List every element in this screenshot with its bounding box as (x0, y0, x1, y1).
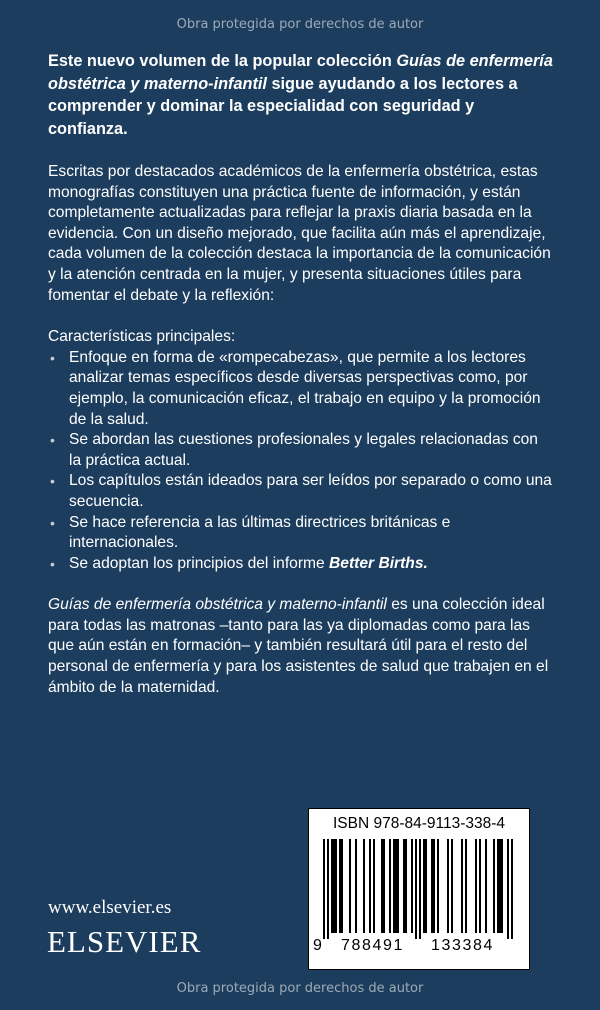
barcode-bar (373, 839, 375, 933)
intro-paragraph (48, 50, 553, 140)
barcode-bar (369, 839, 371, 933)
barcode-digits-left: 788491 (341, 937, 404, 954)
barcode-bar (493, 839, 495, 933)
barcode-bar (333, 839, 335, 933)
barcode-bar (335, 839, 337, 933)
report-title: Better Births. (329, 554, 428, 572)
feature-item: • Enfoque en forma de «rompecabezas», que permite a los lectores analizar temas específicos desde diversas perspectivas como, por ejemplo, la comunicación eficaz, el trabajo en equipo y la promoción de la salud. (50, 348, 541, 428)
description-paragraph: Escritas por destacados académicos de la enfermería obstétrica, estas monografías constituyen una práctica fuente de información, y están completamente actualizadas para reflejar la praxis diaria basada en la evidencia. Con un diseño mejorado, que facilita aún más el aprendizaje, cada volumen de la colección destaca la importancia de la comunicación y la atención centrada en la mujer, y presenta situaciones útiles para fomentar el debate y la reflexión: (48, 163, 551, 304)
barcode-bar (465, 839, 467, 933)
bullet-icon: • (50, 514, 55, 531)
barcode-bar (397, 839, 399, 933)
barcode-bar (405, 839, 407, 933)
bullet-icon: • (50, 349, 55, 366)
closing-paragraph: Guías de enfermería obstétrica y materno-infantil es una colección ideal para todas las matronas –tanto para las ya diplomadas como para las que aún están en formación– y también resultará útil para el resto del personal de enfermería y para los asistentes de salud que trabajen en el ámbito de la maternidad. (48, 596, 549, 696)
features-list (48, 348, 553, 575)
barcode-digits-right: 133384 (431, 937, 494, 954)
barcode-bar (437, 839, 439, 933)
barcode-bar (423, 839, 425, 933)
barcode-bar (485, 839, 487, 933)
barcode-bar (355, 839, 357, 933)
barcode-bar (415, 839, 417, 939)
barcode-bar (327, 839, 329, 939)
barcode-bar (331, 839, 333, 933)
barcode-bar (431, 839, 433, 933)
barcode-bar (383, 839, 385, 933)
back-cover-text (48, 50, 553, 719)
barcode-bar (497, 839, 499, 933)
feature-item: • Se hace referencia a las últimas directrices británicas e internacionales. (50, 513, 451, 552)
barcode-bar (341, 839, 343, 933)
barcode-bar (389, 839, 391, 933)
barcode-bar (403, 839, 405, 933)
feature-item: • Se adoptan los principios del informe Better Births. (48, 554, 553, 575)
barcode-bar (447, 839, 449, 933)
feature-item: • Se abordan las cuestiones profesionales y legales relacionadas con la práctica actual. (50, 431, 538, 469)
feature-item: • Los capítulos están ideados para ser leídos por separado o como una secuencia. (50, 472, 552, 510)
barcode-bar (363, 839, 365, 933)
isbn-barcode (308, 808, 530, 970)
barcode-bar (349, 839, 351, 933)
series-title: Guías de enfermería obstétrica y materno-infantil (48, 52, 553, 93)
barcode-bar (323, 839, 325, 939)
barcode-bar (461, 839, 463, 933)
intro-text-end: sigue ayudando a los lectores a comprender y dominar la especialidad con seguridad y confianza. (48, 74, 518, 138)
barcode-bar (419, 839, 421, 939)
barcode-bars (323, 839, 515, 939)
isbn-label: ISBN 978-84-9113-338-4 (332, 815, 506, 832)
bullet-icon: • (50, 555, 55, 572)
barcode-bar (411, 839, 413, 933)
barcode-bar (475, 839, 477, 933)
publisher-logo: ELSEVIER (47, 924, 202, 959)
copyright-watermark-bottom: Obra protegida por derechos de autor (176, 981, 424, 996)
barcode-bar (381, 839, 383, 933)
barcode-bar (393, 839, 395, 933)
barcode-bar (479, 839, 481, 933)
barcode-bar (425, 839, 427, 933)
barcode-bar (511, 839, 513, 939)
barcode-bar (451, 839, 453, 933)
bullet-icon: • (50, 473, 55, 490)
barcode-bar (339, 839, 341, 933)
barcode-bar (507, 839, 509, 939)
publisher-website: www.elsevier.es (48, 897, 172, 918)
bullet-icon: • (50, 432, 55, 449)
barcode-bar (499, 839, 501, 933)
intro-text-start: Este nuevo volumen de la popular colección (48, 52, 397, 70)
barcode-bar (433, 839, 435, 933)
barcode-bar (501, 839, 503, 933)
barcode-digit-first: 9 (313, 937, 322, 954)
barcode-bar (395, 839, 397, 933)
features-heading: Características principales: (48, 328, 236, 346)
copyright-watermark-top: Obra protegida por derechos de autor (176, 17, 424, 32)
series-title: Guías de enfermería obstétrica y materno-infantil (48, 596, 387, 614)
